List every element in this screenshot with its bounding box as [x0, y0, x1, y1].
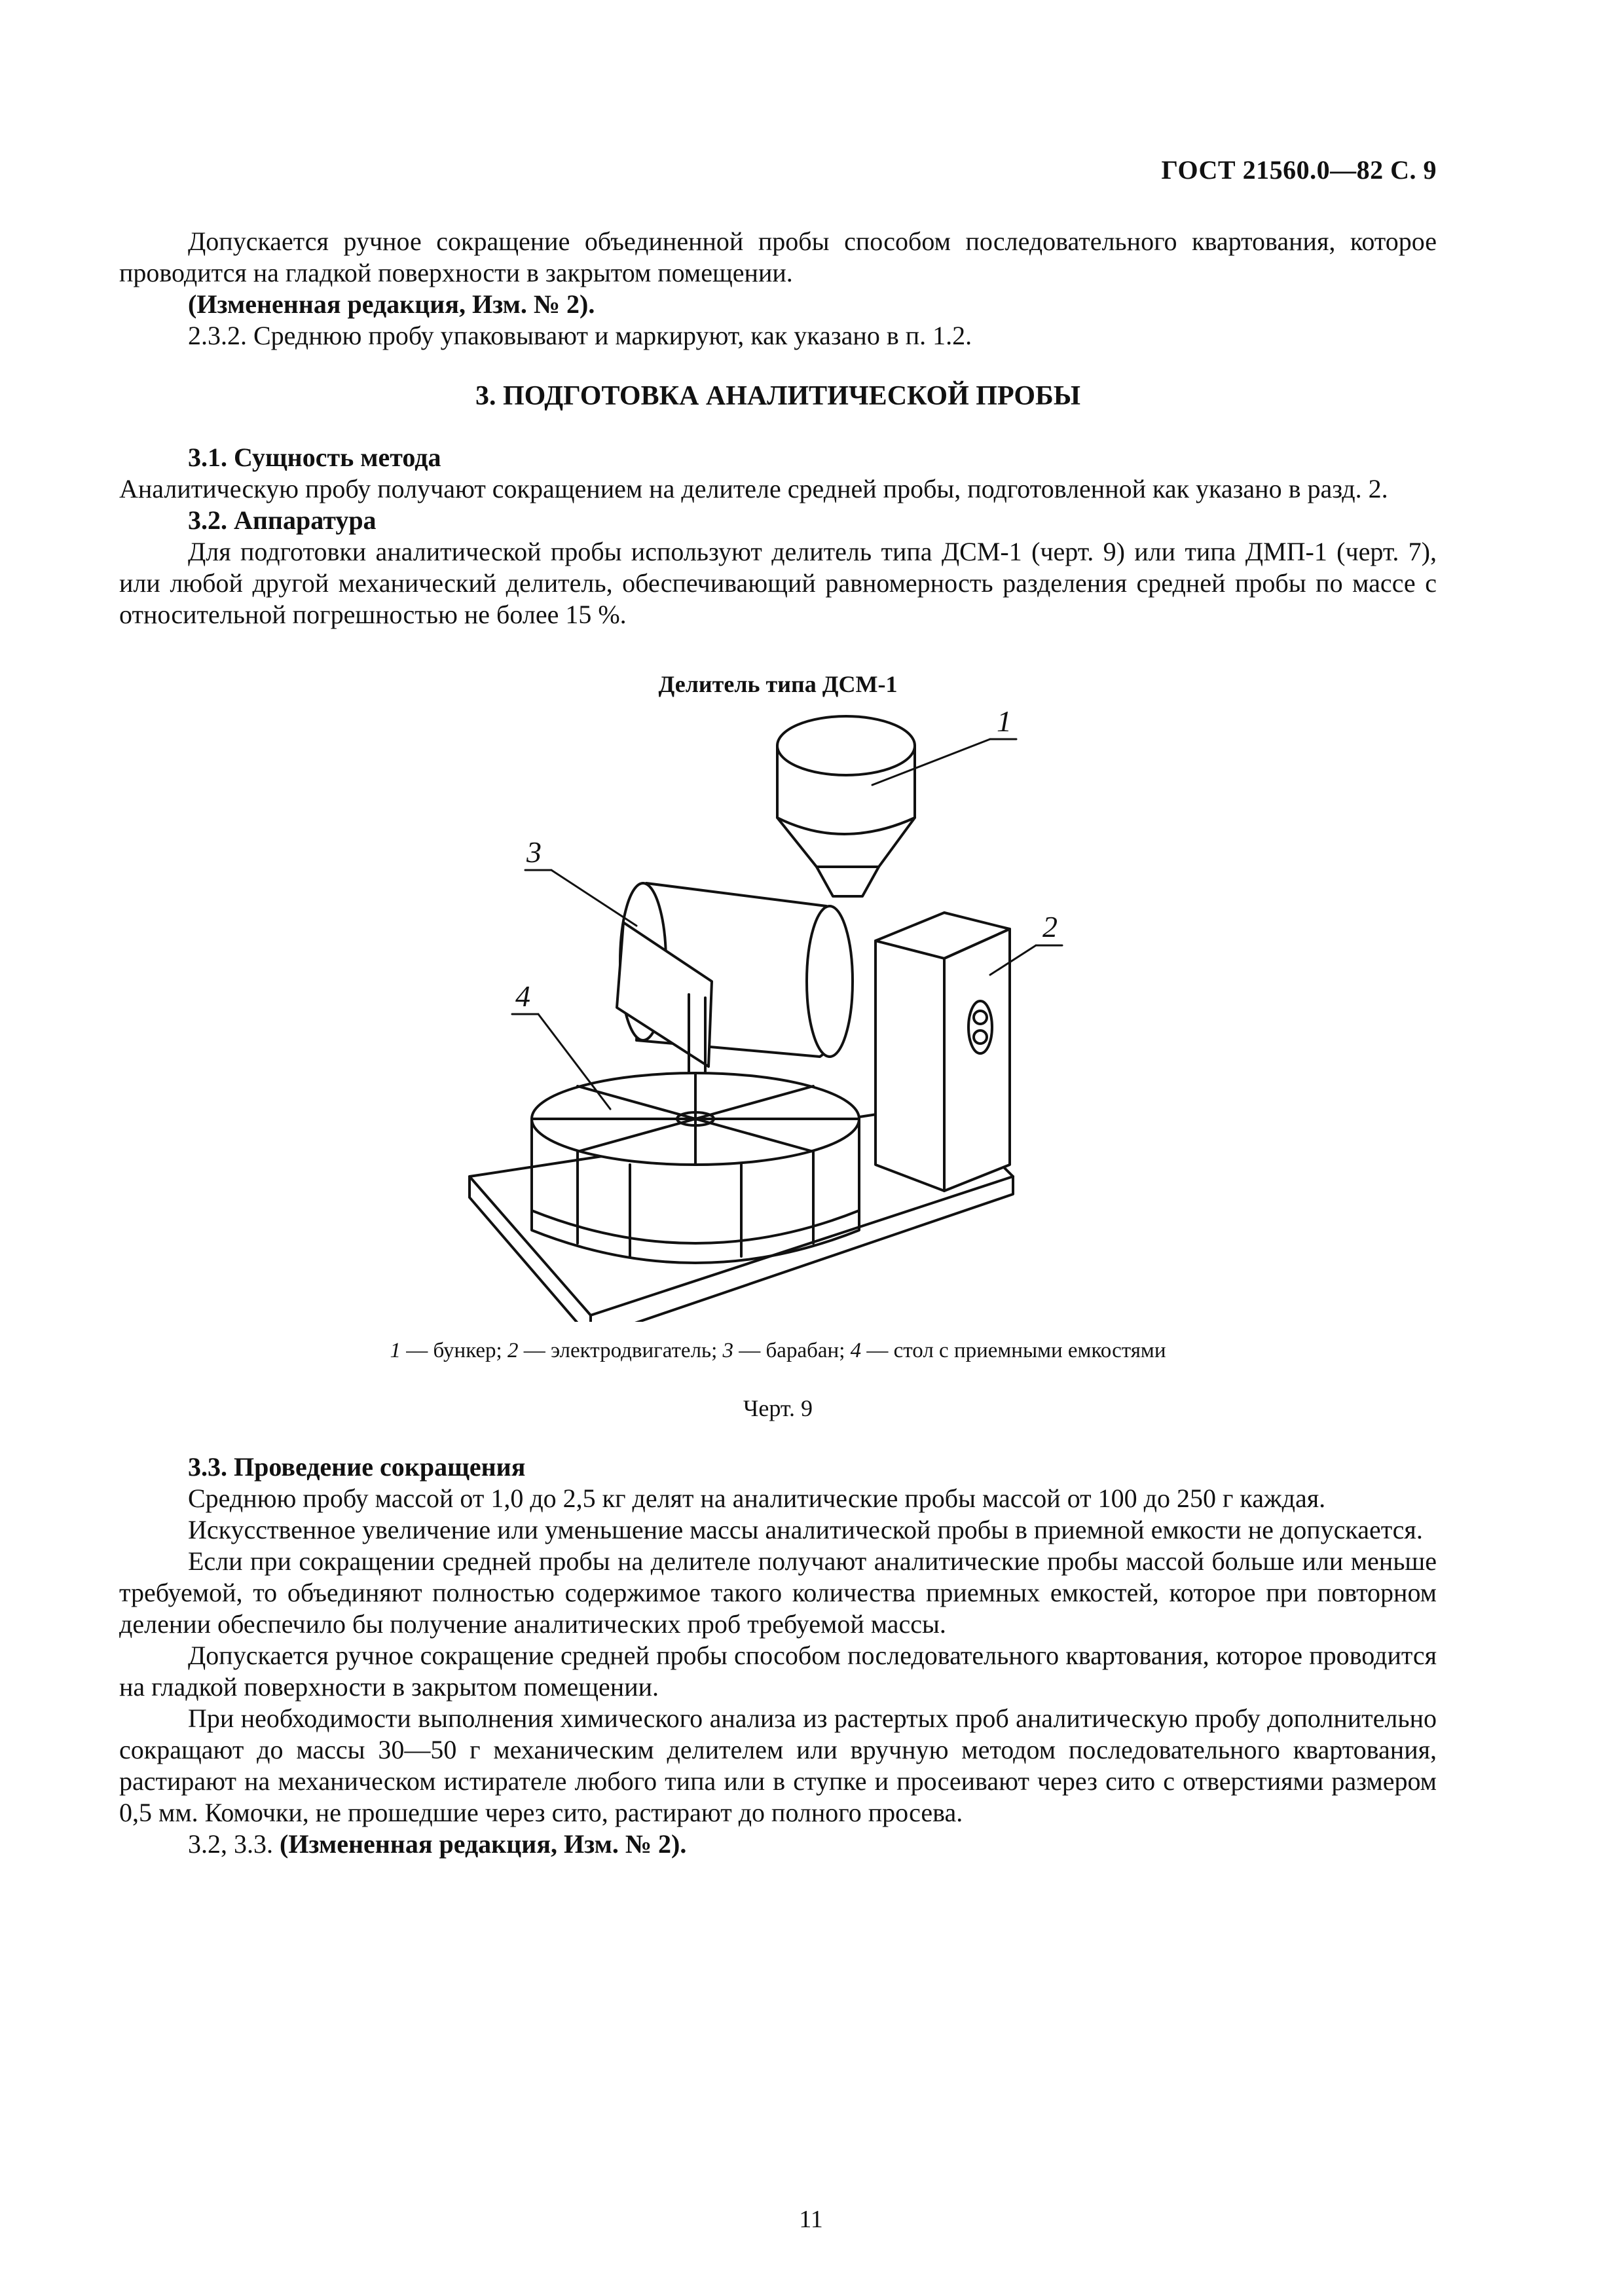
- callout-number: 4: [515, 979, 530, 1013]
- amendment-note: (Измененная редакция, Изм. № 2).: [188, 289, 595, 319]
- figure-caption: [119, 1335, 1437, 1366]
- paragraph: Допускается ручное сокращение объединенной пробы способом последовательного квартования, которое проводится на гладкой поверхности в закрытом помещении.: [119, 227, 1437, 287]
- caption-number: 1: [390, 1339, 401, 1362]
- caption-number: 3: [722, 1339, 734, 1362]
- document-body: [119, 226, 1437, 1860]
- figure-label: Черт. 9: [743, 1395, 813, 1421]
- subsection-heading: 3.3. Проведение сокращения: [188, 1452, 526, 1482]
- page-header: ГОСТ 21560.0—82 С. 9: [1161, 155, 1437, 185]
- paragraph-text: Аналитическую пробу получают сокращением на делителе средней пробы, подготовленной как указано в разд. 2.: [119, 474, 1388, 503]
- hopper: [777, 716, 915, 896]
- caption-number: 4: [850, 1339, 862, 1362]
- paragraph: Для подготовки аналитической пробы используют делитель типа ДСМ-1 (черт. 9) или типа ДМП-1 (черт. 7), или любой другой механический делитель, обеспечивающий равномерность разделения средней пробы по массе с относительной погрешностью не более 15 %.: [119, 537, 1437, 629]
- subsection-heading: 3.2. Аппаратура: [188, 505, 377, 535]
- paragraph: Если при сокращении средней пробы на делителе получают аналитические пробы массой больше или меньше требуемой, то объединяют полностью содержимое такого количества приемных емкостей, которое при повторном делении обеспечило бы получение аналитических проб требуемой массы.: [119, 1546, 1437, 1639]
- paragraph: При необходимости выполнения химического анализа из растертых проб аналитическую пробу дополнительно сокращают до массы 30—50 г механическим делителем или вручную методом последовательного квартования, растирают на механическом истирателе любого типа или в ступке и просеивают через сито с отверстиями размером 0,5 мм. Комочки, не прошедшие через сито, растирают до полного просева.: [119, 1704, 1437, 1827]
- paragraph: 2.3.2. Среднюю пробу упаковывают и маркируют, как указано в п. 1.2.: [188, 321, 972, 350]
- paragraph: Среднюю пробу массой от 1,0 до 2,5 кг делят на аналитические пробы массой от 100 до 250 г каждая.: [188, 1484, 1326, 1513]
- subsection-heading: 3.1. Сущность метода: [188, 443, 441, 472]
- divider-drawing: [119, 700, 1437, 1322]
- drum: [617, 883, 853, 1093]
- caption-text: — электродвигатель;: [518, 1339, 723, 1362]
- section-title: 3. ПОДГОТОВКА АНАЛИТИЧЕСКОЙ ПРОБЫ: [475, 381, 1081, 411]
- caption-text: — бункер;: [401, 1339, 507, 1362]
- page-number: 11: [799, 2206, 823, 2233]
- amendment-note: [119, 1829, 1437, 1860]
- caption-text: — стол с приемными емкостями: [861, 1339, 1166, 1362]
- caption-number: 2: [507, 1339, 519, 1362]
- callout-number: 3: [526, 835, 542, 869]
- amendment-text: (Измененная редакция, Изм. № 2).: [280, 1829, 687, 1859]
- callout-number: 1: [997, 704, 1012, 738]
- paragraph: Допускается ручное сокращение средней пробы способом последовательного квартования, которое проводится на гладкой поверхности в закрытом помещении.: [119, 1641, 1437, 1702]
- paragraph: Искусственное увеличение или уменьшение массы аналитической пробы в приемной емкости не допускается.: [188, 1515, 1423, 1544]
- paragraph: [119, 473, 1437, 505]
- figure-title: Делитель типа ДСМ-1: [658, 671, 898, 697]
- callout-number: 2: [1042, 910, 1058, 943]
- motor-housing: [876, 913, 1010, 1191]
- amendment-prefix: 3.2, 3.3.: [188, 1829, 280, 1859]
- caption-text: — барабан;: [733, 1339, 851, 1362]
